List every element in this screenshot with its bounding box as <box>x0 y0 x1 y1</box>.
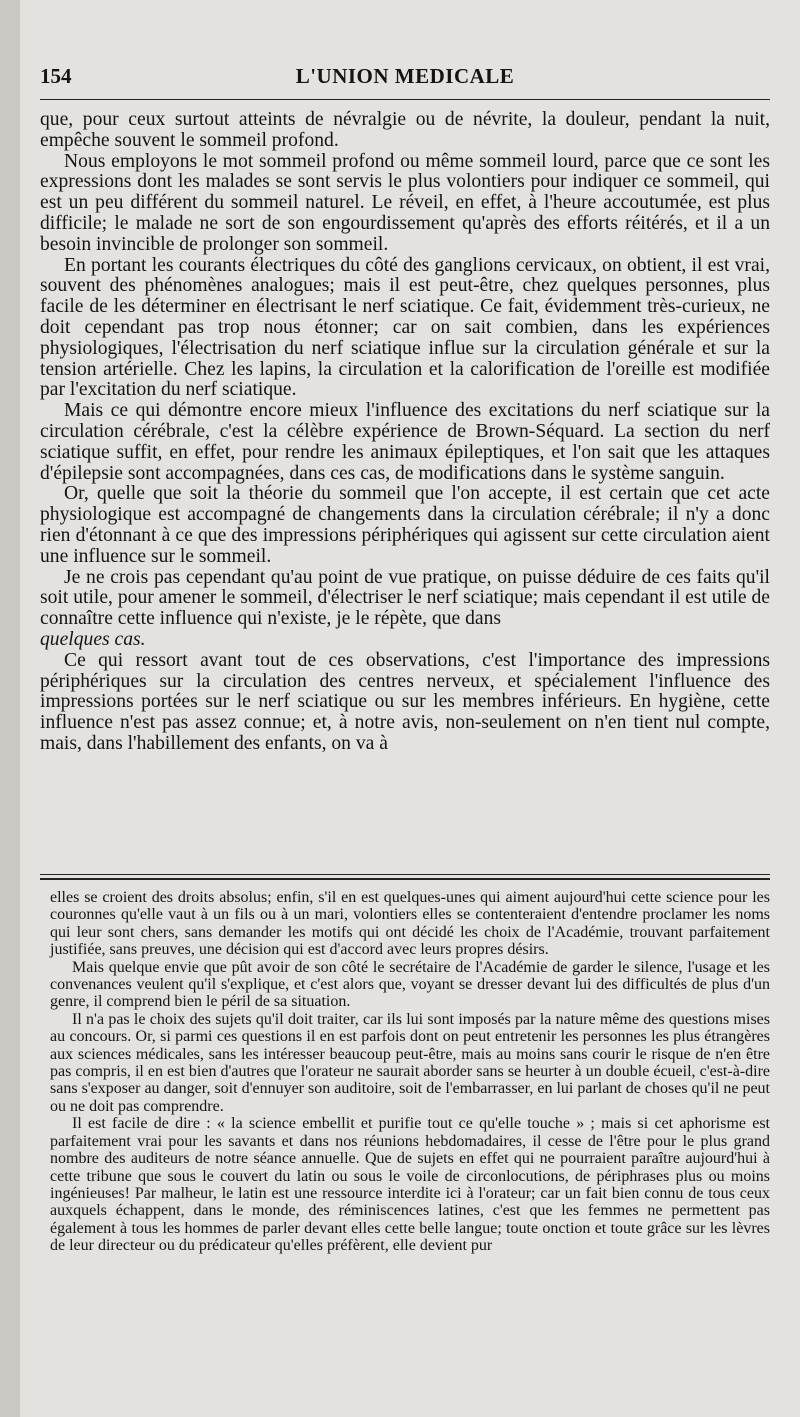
page-number: 154 <box>40 64 72 88</box>
main-paragraph: Ce qui ressort avant tout de ces observations, c'est l'importance des impressions périphériques sur la circulation des centres nerveux, et spécialement l'influence des impressions portées sur le nerf sciatique ou sur les membres inférieurs. En hygiène, cette influence n'est pas assez connue; et, à notre avis, non-seulement on n'en tient nul compte, mais, dans l'habillement des enfants, on va à <box>40 649 770 754</box>
feuilleton-paragraph: Mais quelque envie que pût avoir de son côté le secrétaire de l'Académie de garder le silence, l'usage et les convenances veulent qu'il s'explique, et c'est alors que, voyant se dresser devant lui des difficultés de plus d'un genre, il comprend bien le péril de sa situation. <box>50 958 770 1011</box>
feuilleton-divider-thin <box>40 874 770 875</box>
main-paragraph: En portant les courants électriques du côté des ganglions cervicaux, on obtient, il est vrai, souvent des phénomènes analogues; mais il est peut-être, chez quelques personnes, plus facile de les déterminer en électrisant le nerf sciatique. Ce fait, évidemment très-curieux, ne doit cependant pas trop nous étonner; car on sait combien, dans les expériences physiologiques, l'électrisation du nerf sciatique influe sur la circulation générale et sur la tension artérielle. Chez les lapins, la circulation et la calorification de l'oreille est modifiée par l'excitation du nerf sciatique. <box>40 254 770 401</box>
journal-title: L'UNION MEDICALE <box>295 64 515 88</box>
main-paragraph: Mais ce qui démontre encore mieux l'influence des excitations du nerf sciatique sur la circulation cérébrale, c'est la célèbre expérience de Brown-Séquard. La section du nerf sciatique suffit, en effet, pour rendre les animaux épileptiques, et l'on sait que les attaques d'épilepsie sont accompagnées, dans ces cas, de modifications dans le système sanguin. <box>40 400 770 484</box>
main-paragraph: que, pour ceux surtout atteints de névralgie ou de névrite, la douleur, pendant la nuit, empêche souvent le sommeil profond. <box>40 109 770 151</box>
main-paragraph-italic-end <box>40 630 770 651</box>
feuilleton-paragraph: Il n'a pas le choix des sujets qu'il doit traiter, car ils lui sont imposés par la nature même des questions mises au concours. Or, si parmi ces questions il en est parfois dont on peut entretenir les personnes les plus étrangères aux sciences médicales, sans les intéresser beaucoup peut-être, mais au moins sans courir le risque de n'en être pas compris, il en est bien d'autres que l'orateur ne saurait aborder sans se heurter à un double écueil, c'est-à-dire sans s'exposer au danger, soit d'ennuyer son auditoire, soit de l'embarrasser, en lui parlant de choses qu'il ne peut ou ne doit pas comprendre. <box>50 1010 770 1115</box>
main-paragraph: Or, quelle que soit la théorie du sommeil que l'on accepte, il est certain que cet acte physiologique est accompagné de changements dans la circulation cérébrale; il n'y a donc rien d'étonnant à ce que des impressions périphériques qui agissent sur cette circulation aient une influence sur le sommeil. <box>40 483 770 567</box>
main-article-text <box>40 110 770 755</box>
header-rule <box>40 99 770 100</box>
feuilleton-text <box>50 889 770 1255</box>
feuilleton-divider-thick <box>40 878 770 880</box>
feuilleton-paragraph: elles se croient des droits absolus; enfin, s'il en est quelques-unes qui aiment aujourd'hui cette science pour les couronnes qu'elle vaut à un fils ou à un mari, volontiers elles se contenteraient d'entendre proclamer les noms qui leur sont chers, sans demander les motifs qui ont décidé les choix de l'Académie, trouvant parfaitement justifiée, sans preuves, une décision qui est d'accord avec leurs propres désirs. <box>50 889 770 959</box>
page-header <box>40 62 770 92</box>
main-paragraph: Je ne crois pas cependant qu'au point de vue pratique, on puisse déduire de ces faits qu'il soit utile, pour amener le sommeil, d'électriser le nerf sciatique; mais cependant il est utile de connaître cette influence qui n'existe, je le répète, que dans <box>40 566 770 630</box>
feuilleton-paragraph: Il est facile de dire : « la science embellit et purifie tout ce qu'elle touche » ; mais si cet aphorisme est parfaitement vrai pour les savants et dans nos réunions hebdomadaires, il cesse de l'être pour le plus grand nombre des auditeurs de notre séance annuelle. Que de sujets en effet qui ne pourraient paraître aujourd'hui à cette tribune que sous le couvert du latin ou sous le voile de circonlocutions, de périphrases plus ou moins ingénieuses! Par malheur, le latin est une ressource interdite ici à l'orateur; car un fait bien connu de tous ceux auxquels échappent, dans le monde, des réminiscences latines, c'est que les femmes ne permettent pas également à tous les hommes de parler devant elles cette belle langue; toute onction et toute grâce sur les lèvres de leur directeur ou du prédicateur qu'elles préfèrent, elle devient pur <box>50 1115 770 1255</box>
italic-text: quelques cas. <box>40 628 146 650</box>
main-paragraph: Nous employons le mot sommeil profond ou même sommeil lourd, parce que ce sont les expressions dont les malades se sont servis le plus volontiers pour indiquer ce sommeil, qui est un peu différent du sommeil naturel. Le réveil, en effet, à l'heure accoutumée, est plus difficile; le malade ne sort de son engourdissement qu'après des efforts réitérés, et il a un besoin invincible de prolonger son sommeil. <box>40 150 770 255</box>
